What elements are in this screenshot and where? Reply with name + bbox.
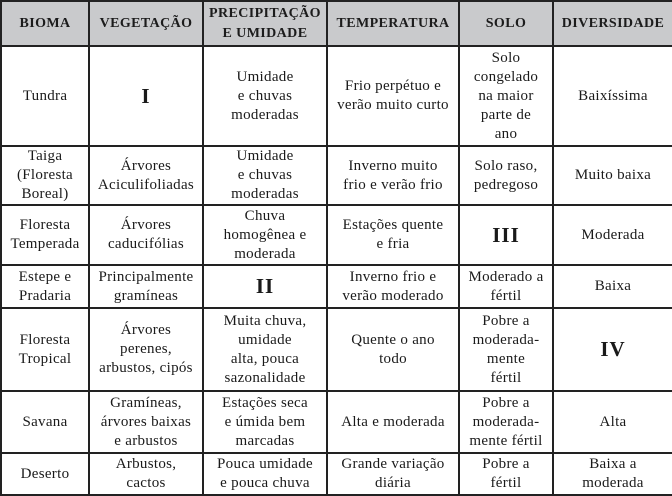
- cell-line: Frio perpétuo e: [344, 78, 442, 94]
- cell-temperatura: [327, 391, 459, 453]
- cell-solo: [459, 146, 553, 205]
- cell-line: Muita chuva,: [223, 312, 307, 329]
- cell-vegetacao: [89, 391, 203, 453]
- cell-temperatura: [327, 453, 459, 495]
- cell-line: Deserto: [20, 465, 70, 482]
- table-body: [1, 46, 672, 495]
- cell-line: Principalmente: [98, 268, 194, 285]
- cell-line: pedregoso: [473, 176, 539, 193]
- cell-line: e úmida bem: [224, 413, 306, 430]
- cell-line: ano: [494, 125, 518, 142]
- cell-line: Arbustos,: [115, 456, 177, 472]
- cell-line: e chuvas: [237, 167, 293, 183]
- cell-diversidade: [553, 205, 672, 265]
- cell-line: mente fértil: [469, 432, 543, 449]
- cell-line: verão moderado: [342, 287, 444, 304]
- cell-precipitacao: [203, 453, 327, 495]
- cell-line: perenes,: [120, 341, 172, 357]
- cell-line: Alta: [599, 413, 627, 430]
- cell-bioma: [1, 46, 89, 146]
- cell-line: Pradaria: [18, 287, 72, 304]
- cell-bioma: [1, 205, 89, 265]
- cell-line: moderada-: [472, 331, 540, 348]
- cell-line: congelado: [473, 68, 539, 85]
- cell-line: diária: [375, 475, 411, 491]
- cell-precipitacao: [203, 391, 327, 453]
- cell-line: Estações quente: [342, 217, 444, 233]
- cell-line: Estações seca: [222, 394, 308, 411]
- cell-precipitacao: [203, 308, 327, 391]
- header-bioma: BIOMA: [1, 1, 89, 46]
- cell-line: moderada: [234, 245, 296, 262]
- cell-line: cactos: [126, 475, 166, 491]
- cell-line: Moderada: [581, 226, 645, 243]
- cell-diversidade: [553, 265, 672, 308]
- cell-diversidade: [553, 453, 672, 495]
- cell-line: Baixíssima: [578, 87, 648, 104]
- cell-bioma: [1, 146, 89, 205]
- cell-line: na maior: [478, 87, 534, 104]
- cell-bioma: [1, 265, 89, 308]
- cell-solo: [459, 391, 553, 453]
- cell-line: frio e verão frio: [343, 176, 443, 193]
- header-row: [1, 1, 672, 46]
- cell-line: Floresta: [19, 217, 71, 233]
- cell-line: Floresta: [19, 331, 71, 348]
- cell-line: Tundra: [22, 87, 68, 104]
- table-row: [1, 205, 672, 265]
- header-solo: SOLO: [459, 1, 553, 46]
- cell-temperatura: [327, 146, 459, 205]
- cell-precipitacao: [203, 46, 327, 146]
- cell-line: Umidade: [236, 68, 294, 85]
- cell-bioma: [1, 391, 89, 453]
- cell-line: Tropical: [18, 350, 72, 367]
- cell-line: Inverno frio e: [349, 268, 437, 285]
- cell-line: Solo: [491, 49, 521, 66]
- cell-temperatura: [327, 308, 459, 391]
- cell-diversidade: [553, 391, 672, 453]
- cell-line: e fria: [376, 236, 410, 252]
- cell-line: IV: [600, 337, 626, 361]
- cell-line: árvores baixas: [100, 413, 192, 430]
- cell-line: Moderado a: [468, 268, 544, 285]
- cell-line: e arbustos: [114, 432, 178, 449]
- cell-line: todo: [379, 350, 407, 367]
- cell-line: Árvores: [120, 157, 172, 174]
- cell-line: Baixa: [594, 278, 632, 294]
- cell-line: umidade: [238, 331, 292, 348]
- cell-line: II: [255, 274, 275, 298]
- cell-line: Quente o ano: [351, 331, 435, 348]
- cell-line: alta, pouca: [230, 350, 300, 367]
- cell-line: III: [492, 222, 520, 247]
- cell-line: fértil: [490, 475, 522, 491]
- cell-line: mente: [486, 350, 526, 367]
- cell-temperatura: [327, 265, 459, 308]
- table-row: [1, 265, 672, 308]
- header-diversidade: DIVERSIDADE: [553, 1, 672, 46]
- cell-line: Boreal): [21, 186, 69, 202]
- cell-solo-blank-III: [459, 205, 553, 265]
- cell-line: Umidade: [236, 148, 294, 164]
- cell-line: parte de: [480, 106, 532, 123]
- cell-vegetacao: [89, 265, 203, 308]
- cell-line: Taiga: [27, 148, 63, 164]
- cell-solo: [459, 46, 553, 146]
- cell-solo: [459, 453, 553, 495]
- header-precipitacao-line: PRECIPITAÇÃO: [209, 5, 321, 21]
- cell-line: Pobre a: [482, 394, 530, 411]
- cell-solo: [459, 265, 553, 308]
- cell-line: Muito baixa: [574, 167, 652, 183]
- header-precipitacao: [203, 1, 327, 46]
- cell-line: moderada: [582, 475, 644, 491]
- cell-temperatura: [327, 205, 459, 265]
- cell-diversidade-blank-IV: [553, 308, 672, 391]
- table-row: [1, 46, 672, 146]
- cell-vegetacao: [89, 205, 203, 265]
- cell-line: Árvores: [120, 217, 172, 233]
- table-row: [1, 308, 672, 391]
- cell-diversidade: [553, 146, 672, 205]
- cell-precipitacao: [203, 146, 327, 205]
- cell-diversidade: [553, 46, 672, 146]
- header-precipitacao-line: E UMIDADE: [222, 25, 308, 41]
- cell-line: marcadas: [235, 432, 295, 449]
- cell-line: Aciculifoliadas: [97, 176, 195, 193]
- cell-line: verão muito curto: [337, 97, 449, 113]
- cell-line: Chuva: [244, 207, 286, 224]
- cell-line: caducifólias: [107, 236, 185, 252]
- cell-precipitacao: [203, 205, 327, 265]
- cell-line: gramíneas: [113, 287, 179, 304]
- cell-line: Árvores: [120, 322, 172, 338]
- cell-line: fértil: [490, 369, 522, 386]
- cell-line: Alta e moderada: [341, 413, 445, 430]
- cell-bioma: [1, 453, 89, 495]
- cell-vegetacao: [89, 453, 203, 495]
- cell-vegetacao: [89, 146, 203, 205]
- cell-line: Temperada: [10, 236, 80, 252]
- header-temperatura: TEMPERATURA: [327, 1, 459, 46]
- cell-line: moderada-: [472, 413, 540, 430]
- header-vegetacao: VEGETAÇÃO: [89, 1, 203, 46]
- cell-line: sazonalidade: [224, 369, 306, 386]
- cell-line: moderadas: [231, 186, 299, 202]
- cell-line: Savana: [22, 413, 68, 430]
- cell-solo: [459, 308, 553, 391]
- cell-line: Grande variação: [341, 456, 445, 472]
- cell-line: homogênea e: [223, 226, 307, 243]
- cell-line: moderadas: [231, 106, 299, 123]
- cell-line: Baixa a: [589, 456, 637, 472]
- cell-line: Pobre a: [482, 456, 530, 472]
- cell-line: fértil: [490, 287, 522, 304]
- cell-line: Pouca umidade: [217, 456, 313, 472]
- cell-vegetacao: [89, 308, 203, 391]
- cell-line: Solo raso,: [474, 157, 538, 174]
- cell-temperatura: [327, 46, 459, 146]
- cell-bioma: [1, 308, 89, 391]
- cell-line: (Floresta: [16, 167, 74, 183]
- cell-line: Pobre a: [482, 312, 530, 329]
- cell-line: e pouca chuva: [220, 475, 310, 491]
- cell-line: Gramíneas,: [110, 394, 182, 411]
- cell-line: Estepe e: [18, 268, 72, 285]
- cell-line: arbustos, cipós: [99, 360, 193, 376]
- cell-line: I: [141, 83, 151, 108]
- cell-vegetacao-blank-I: [89, 46, 203, 146]
- cell-line: e chuvas: [237, 87, 293, 104]
- table-row: [1, 391, 672, 453]
- table-row: [1, 146, 672, 205]
- cell-line: Inverno muito: [348, 157, 438, 174]
- cell-precipitacao-blank-II: [203, 265, 327, 308]
- table-row: [1, 453, 672, 495]
